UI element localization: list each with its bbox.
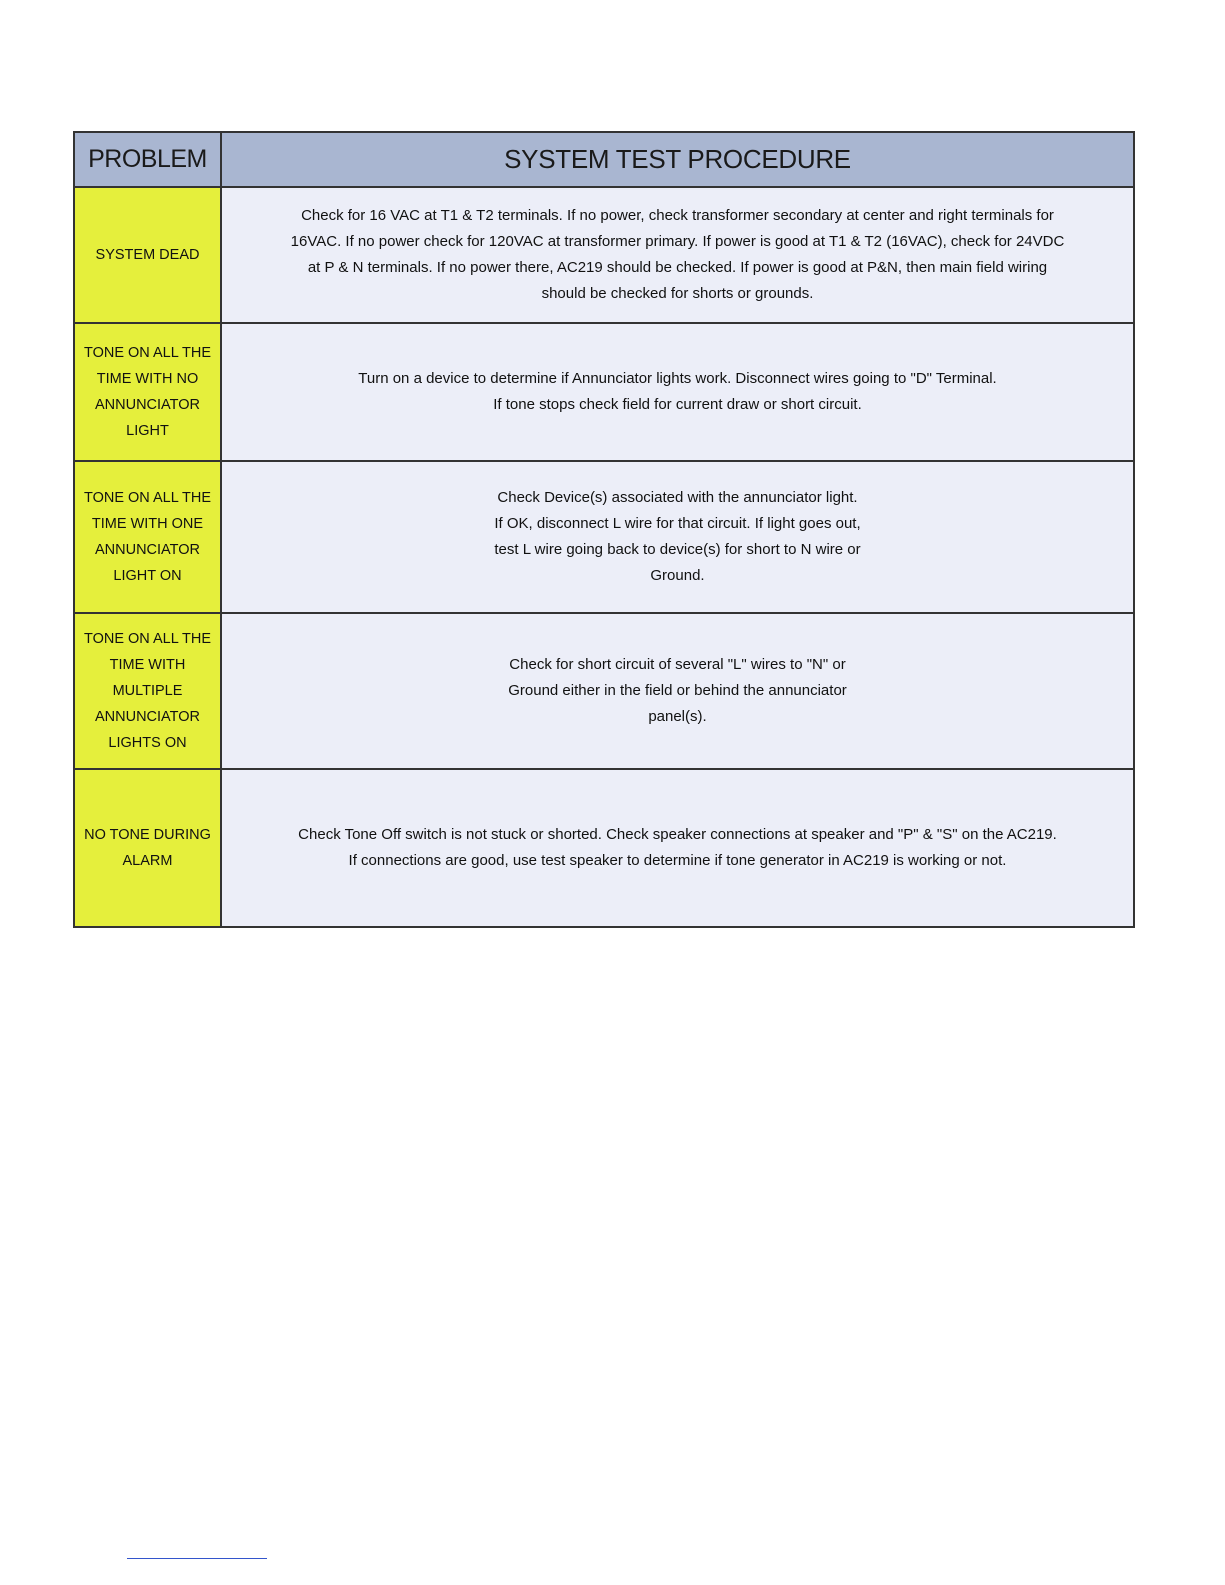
- problem-line: MULTIPLE: [112, 683, 183, 699]
- procedure-line: 16VAC. If no power check for 120VAC at transformer primary. If power is good at T1 & T2 (16VAC), check for 24VDC: [290, 233, 1065, 250]
- footnote-separator: [127, 1558, 267, 1559]
- procedure-line: panel(s).: [648, 708, 707, 725]
- procedure-column-header: SYSTEM TEST PROCEDURE: [221, 132, 1134, 187]
- procedure-line: test L wire going back to device(s) for short to N wire or: [494, 541, 861, 558]
- procedure-line: at P & N terminals. If no power there, AC219 should be checked. If power is good at P&N, then main field wiring: [307, 259, 1048, 276]
- problem-line: TIME WITH NO: [96, 371, 199, 387]
- procedure-cell: [221, 187, 1134, 323]
- problem-cell: [74, 187, 221, 323]
- table-header-row: [74, 132, 1134, 187]
- procedure-line: Check for short circuit of several "L" wires to "N" or: [509, 656, 846, 673]
- problem-line: ANNUNCIATOR: [95, 542, 200, 558]
- procedure-line: Turn on a device to determine if Annunciator lights work. Disconnect wires going to "D" Terminal.: [358, 370, 997, 387]
- troubleshooting-table: [73, 131, 1135, 928]
- procedure-line: Ground.: [650, 567, 705, 584]
- problem-line: ANNUNCIATOR: [95, 397, 200, 413]
- problem-line: ANNUNCIATOR: [95, 709, 200, 725]
- procedure-cell: [221, 769, 1134, 927]
- problem-line: TONE ON ALL THE: [83, 345, 212, 361]
- problem-line: ALARM: [122, 853, 173, 869]
- procedure-line: Check for 16 VAC at T1 & T2 terminals. If no power, check transformer secondary at center and right terminals for: [301, 207, 1054, 224]
- problem-line: SYSTEM DEAD: [95, 247, 200, 263]
- table-row: [74, 323, 1134, 461]
- problem-line: TIME WITH: [109, 657, 186, 673]
- table-row: [74, 769, 1134, 927]
- problem-line: LIGHTS ON: [108, 735, 187, 751]
- problem-cell: [74, 323, 221, 461]
- problem-cell: [74, 769, 221, 927]
- procedure-cell: [221, 613, 1134, 769]
- procedure-line: Check Device(s) associated with the annunciator light.: [497, 489, 858, 506]
- problem-column-header: PROBLEM: [74, 132, 221, 187]
- table-row: [74, 187, 1134, 323]
- procedure-line: If OK, disconnect L wire for that circuit. If light goes out,: [494, 515, 861, 532]
- problem-line: NO TONE DURING: [84, 827, 211, 843]
- procedure-line: Ground either in the field or behind the annunciator: [508, 682, 847, 699]
- problem-line: LIGHT: [126, 423, 169, 439]
- procedure-cell: [221, 323, 1134, 461]
- procedure-line: If connections are good, use test speaker to determine if tone generator in AC219 is working or not.: [348, 852, 1007, 869]
- problem-cell: [74, 613, 221, 769]
- table-row: [74, 461, 1134, 613]
- problem-line: TONE ON ALL THE: [83, 631, 212, 647]
- procedure-line: should be checked for shorts or grounds.: [541, 285, 814, 302]
- problem-line: LIGHT ON: [113, 568, 182, 584]
- problem-cell: [74, 461, 221, 613]
- procedure-line: Check Tone Off switch is not stuck or shorted. Check speaker connections at speaker and "P" & "S" on the AC219.: [298, 826, 1057, 843]
- procedure-line: If tone stops check field for current draw or short circuit.: [493, 396, 862, 413]
- table-row: [74, 613, 1134, 769]
- problem-line: TIME WITH ONE: [91, 516, 204, 532]
- problem-line: TONE ON ALL THE: [83, 490, 212, 506]
- procedure-cell: [221, 461, 1134, 613]
